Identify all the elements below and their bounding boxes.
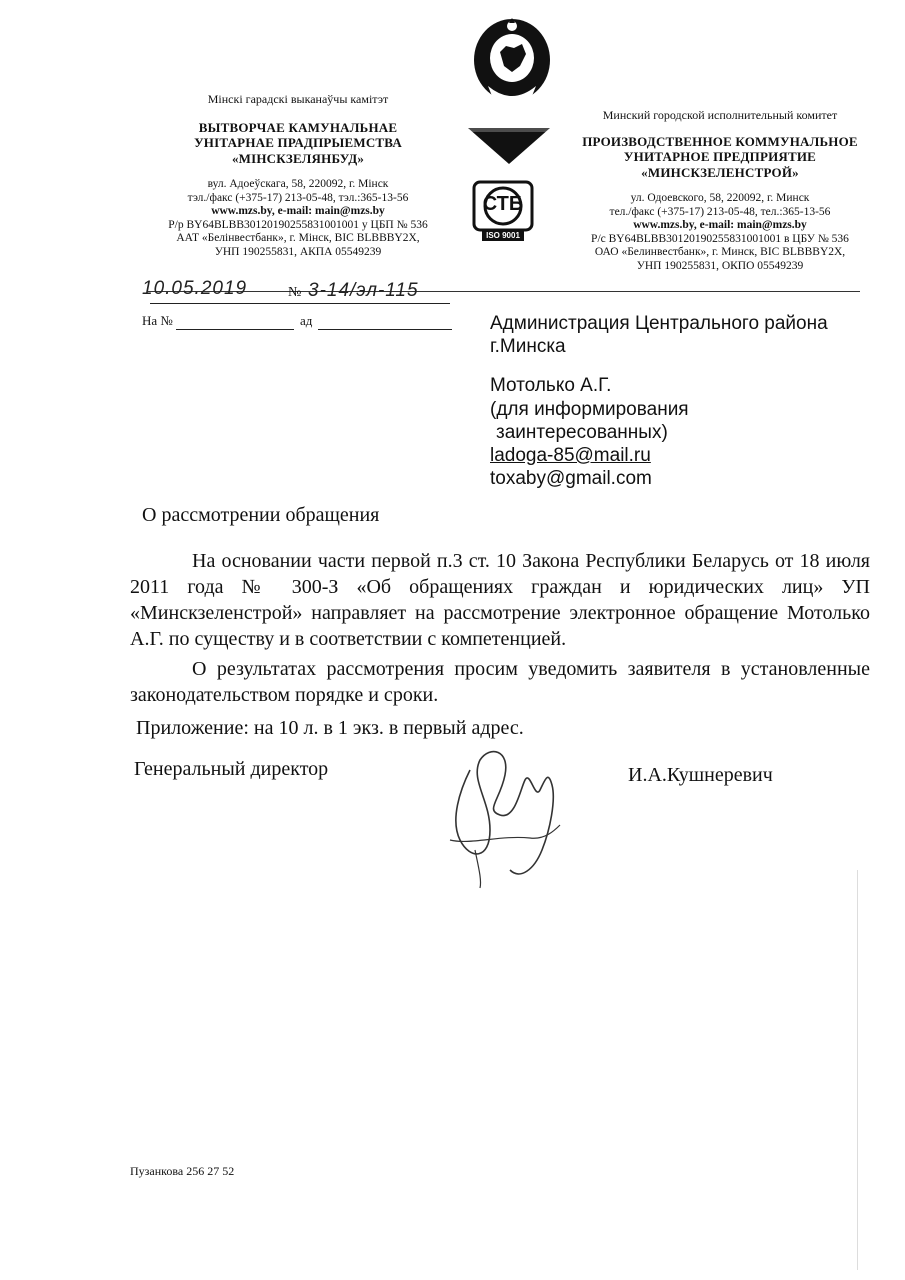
header-left-addr4: Р/р BY64BLBB30120190255831001001 у ЦБП № 536 (168, 218, 428, 231)
header-left-addr6: УНП 190255831, АКПА 05549239 (214, 245, 382, 258)
header-divider (148, 291, 860, 292)
header-left-addr3: www.mzs.by, e-mail: main@mzs.by (211, 205, 385, 218)
header-right-org-line1: ПРОИЗВОДСТВЕННОЕ КОММУНАЛЬНОЕ (582, 134, 858, 150)
header-right-addr1: ул. Одоевского, 58, 220092, г. Минск (630, 192, 810, 205)
reg-number-symbol: № (288, 285, 302, 300)
header-right-ministry: Минский городской исполнительный комитет (602, 108, 838, 122)
header-left-org-line2: УНІТАРНАЕ ПРАДПРЫЕМСТВА (194, 135, 402, 151)
addressee-email1[interactable]: ladoga-85@mail.ru (490, 444, 651, 466)
reference-line (142, 313, 462, 333)
signatory-name: И.А.Кушнеревич (628, 764, 773, 786)
header-right (560, 108, 880, 274)
scan-edge-line (857, 870, 858, 1270)
header-right-addr2: тел./факс (+375-17) 213-05-48, тел.:365-13-56 (609, 205, 831, 218)
header-left (128, 92, 468, 260)
header-left-org-line1: ВЫТВОРЧАЕ КАМУНАЛЬНАЕ (198, 120, 398, 136)
coat-of-arms-emblem (470, 16, 554, 104)
certification-mark (472, 180, 534, 244)
addressee-line3: Мотолько А.Г. (490, 375, 612, 397)
ref-suffix: ад (300, 313, 313, 328)
header-right-addr4: Р/с BY64BLBB30120190255831001001 в ЦБУ № 536 (591, 232, 849, 245)
subject-line: О рассмотрении обращения (142, 504, 380, 526)
triangle-logo-icon (466, 126, 552, 166)
ref-number-underline (176, 329, 294, 330)
executor-note: Пузанкова 256 27 52 (130, 1164, 235, 1178)
ref-label: На № (142, 313, 173, 328)
header-right-org-line2: УНИТАРНОЕ ПРЕДПРИЯТИЕ (623, 149, 817, 165)
signatory-position: Генеральный директор (134, 758, 329, 780)
header-left-ministry: Мінскі гарадскі выканаўчы камітэт (207, 92, 389, 106)
header-right-addr6: УНП 190255831, ОКПО 05549239 (636, 259, 804, 272)
ref-date-underline (318, 329, 452, 330)
addressee-line2: г.Минска (490, 336, 566, 358)
handwritten-signature (430, 730, 580, 890)
addressee-line5: заинтересованных) (496, 421, 668, 443)
header-right-org-line3: «МИНСКЗЕЛЕНСТРОЙ» (641, 164, 799, 180)
iso-badge: ISO 9001 (482, 230, 524, 241)
body-para1: На основании части первой п.3 ст. 10 Закона Республики Беларусь от 18 июля 2011 года № 300-З «Об обращениях граждан и юридических лиц» УП «Минскзеленстрой» направляет на рассмотрение электронное обращение Мотолько А.Г. по существу и в соответствии с компетенцией. (130, 550, 870, 650)
header-left-addr1: вул. Адоеўскага, 58, 220092, г. Мінск (207, 178, 389, 191)
reg-number: 3-14/эл-115 (308, 280, 419, 301)
reg-date: 10.05.2019 (142, 278, 248, 299)
addressee-email2: toxaby@gmail.com (490, 468, 652, 490)
addressee-block (490, 312, 890, 490)
stb-mark-text: СТБ (482, 193, 524, 215)
header-left-addr5: ААТ «Белінвестбанк», г. Мінск, BIC BLBBBY2X, (176, 232, 420, 245)
header-right-addr5: ОАО «Белинвестбанк», г. Минск, BIC BLBBBY2X, (594, 246, 846, 259)
addressee-line4: (для информирования (490, 398, 689, 420)
attachment-line: Приложение: на 10 л. в 1 экз. в первый адрес. (136, 717, 524, 739)
header-right-addr3: www.mzs.by, e-mail: main@mzs.by (633, 219, 807, 232)
body-para2: О результатах рассмотрения просим уведомить заявителя в установленные законодательством порядке и сроки. (130, 658, 870, 706)
header-left-org-line3: «МІНСКЗЕЛЯНБУД» (231, 150, 365, 166)
reg-number-underline (150, 303, 450, 304)
addressee-line1: Администрация Центрального района (490, 313, 828, 334)
header-left-addr2: тэл./факс (+375-17) 213-05-48, тэл.:365-13-56 (187, 191, 409, 204)
